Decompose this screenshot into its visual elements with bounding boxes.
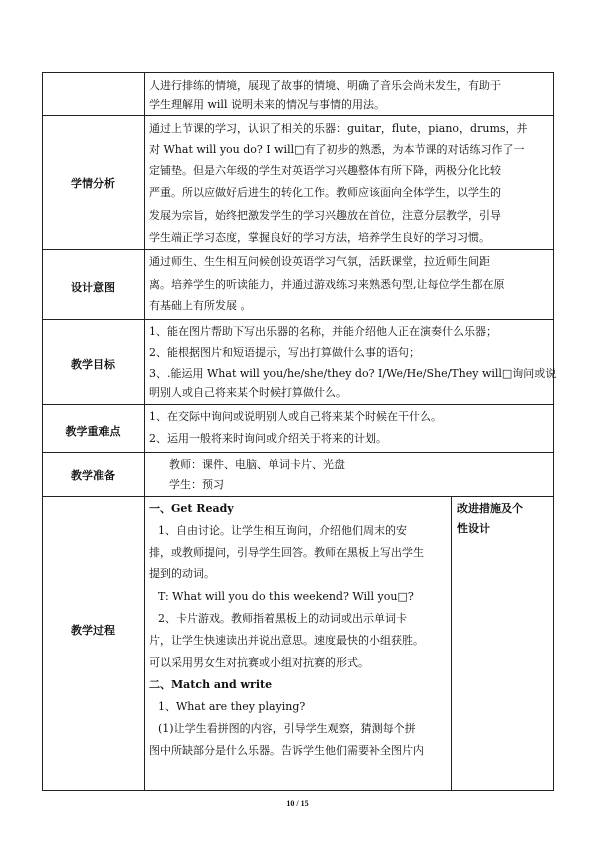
- learner-analysis-label: 学情分析: [71, 177, 115, 190]
- process-line: 1、自由讨论。让学生相互询问，介绍他们周末的安: [158, 524, 407, 537]
- label-column-divider: [144, 72, 145, 791]
- process-line: 2、卡片游戏。教师指着黑板上的动词或出示单词卡: [158, 612, 407, 625]
- row-divider: [42, 319, 554, 320]
- row-divider: [42, 452, 554, 453]
- key-point-line: 2、运用一般将来时询问或介绍关于将来的计划。: [149, 432, 387, 445]
- table-border-top: [42, 72, 554, 73]
- teaching-goal-line: 1、能在图片帮助下写出乐器的名称，并能介绍他人正在演奏什么乐器；: [149, 325, 497, 338]
- process-line: 片，让学生快速读出并说出意思。速度最快的小组获胜。: [149, 634, 424, 647]
- key-point-line: 1、在交际中询问或说明别人或自己将来某个时候在干什么。: [149, 410, 442, 423]
- design-intent-label: 设计意图: [71, 281, 115, 294]
- section-heading: 一、Get Ready: [149, 502, 234, 515]
- table-border-right: [553, 72, 554, 791]
- learner-analysis-line: 通过上节课的学习，认识了相关的乐器：guitar，flute，piano，drums，并: [149, 122, 528, 135]
- process-line: (1)让学生看拼图的内容，引导学生观察，猜测每个拼: [158, 722, 416, 735]
- teaching-goal-line: 2、能根据图片和短语提示，写出打算做什么事的语句；: [149, 346, 420, 359]
- design-intent-line: 离。培养学生的听读能力，并通过游戏练习来熟悉句型,让每位学生都在原: [149, 278, 505, 291]
- process-line: 图中所缺部分是什么乐器。告诉学生他们需要补全图片内: [149, 744, 424, 757]
- side-column-divider: [451, 496, 452, 791]
- teaching-process-label: 教学过程: [71, 624, 115, 637]
- process-line: T: What will you do this weekend? Will you□?: [158, 590, 414, 603]
- learner-analysis-line: 学生端正学习态度，掌握良好的学习方法，培养学生良好的学习习惯。: [149, 231, 490, 244]
- row-divider: [42, 249, 554, 250]
- key-points-label: 教学重难点: [65, 425, 121, 438]
- teaching-goal-line: 明别人或自己将来某个时候打算做什么。: [149, 386, 347, 399]
- row-divider: [42, 496, 554, 497]
- learner-analysis-line: 定铺垫。但是六年级的学生对英语学习兴趣整体有所下降，两极分化比较: [149, 164, 501, 177]
- section-heading: 二、Match and write: [149, 678, 273, 691]
- side-column-header: 改进措施及个: [457, 502, 523, 515]
- process-line: 可以采用男女生对抗赛或小组对抗赛的形式。: [149, 656, 369, 669]
- process-line: 排，或教师提问，引导学生回答。教师在黑板上写出学生: [149, 546, 424, 559]
- intro-text-line: 学生理解用 will 说明未来的情况与事情的用法。: [149, 98, 385, 111]
- table-border-bottom: [42, 790, 554, 791]
- design-intent-line: 通过师生、生生相互问候创设英语学习气氛，活跃课堂，拉近师生间距: [149, 255, 490, 268]
- row-divider: [42, 115, 554, 116]
- process-line: 提到的动词。: [149, 567, 215, 580]
- teaching-goal-line: 3、.能运用 What will you/he/she/they do? I/We/He/She/They will□询问或说: [149, 367, 557, 380]
- process-line: 1、What are they playing?: [158, 700, 306, 713]
- design-intent-line: 有基础上有所发展 。: [149, 299, 252, 312]
- preparation-line: 教师：课件、电脑、单词卡片、光盘: [169, 458, 345, 471]
- side-column-header: 性设计: [457, 522, 490, 535]
- preparation-label: 教学准备: [71, 469, 115, 482]
- row-divider: [42, 404, 554, 405]
- intro-text-line: 人进行排练的情境，展现了故事的情境、明确了音乐会尚未发生，有助于: [149, 79, 501, 92]
- learner-analysis-line: 对 What will you do? I will□有了初步的熟悉，为本节课的对话练习作了一: [149, 143, 525, 156]
- learner-analysis-line: 严重。所以应做好后进生的转化工作。教师应该面向全体学生，以学生的: [149, 186, 501, 199]
- teaching-goals-label: 教学目标: [71, 358, 115, 371]
- learner-analysis-line: 发展为宗旨，始终把激发学生的学习兴趣放在首位，注意分层教学，引导: [149, 209, 501, 222]
- preparation-line: 学生：预习: [169, 478, 224, 491]
- page-number: 10 / 15: [286, 799, 309, 808]
